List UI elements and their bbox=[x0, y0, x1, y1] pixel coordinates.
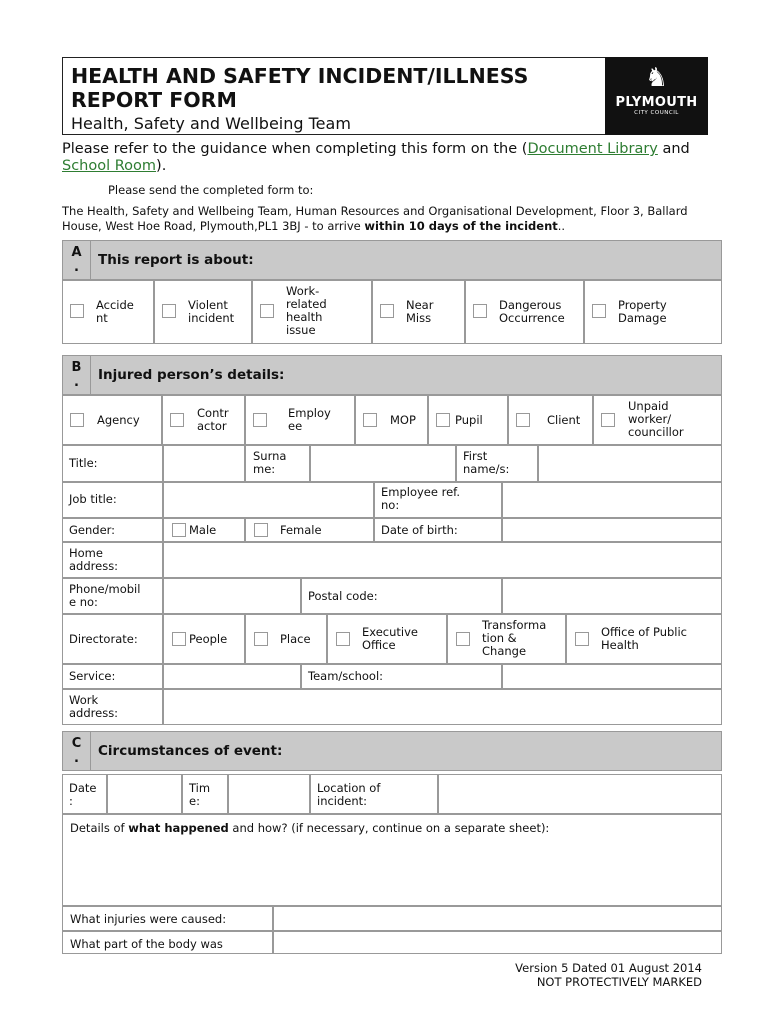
directorate-option-0 bbox=[163, 614, 245, 664]
option-cell-0 bbox=[62, 280, 154, 344]
gender-label-cell bbox=[62, 518, 163, 542]
section-letter: B . bbox=[63, 356, 91, 394]
male-option bbox=[163, 518, 245, 542]
field-label: What part of the body was bbox=[70, 937, 223, 951]
field-label: Service: bbox=[69, 669, 116, 683]
details-label: Details of what happened and how? (if necessary, continue on a separate sheet): bbox=[70, 821, 550, 835]
title-label-cell bbox=[62, 445, 163, 482]
service-label-cell bbox=[62, 664, 163, 689]
time-input[interactable] bbox=[228, 774, 310, 814]
person-type-label: Contr actor bbox=[197, 406, 229, 433]
checkbox[interactable] bbox=[253, 413, 267, 427]
option-cell-4 bbox=[465, 280, 584, 344]
checkbox[interactable] bbox=[70, 413, 84, 427]
details-input[interactable] bbox=[62, 814, 722, 906]
work-address-label-cell bbox=[62, 689, 163, 725]
person-type-label: Agency bbox=[97, 413, 140, 427]
field-label: Home address: bbox=[69, 546, 119, 573]
directorate-option-2 bbox=[327, 614, 447, 664]
form-footer bbox=[515, 961, 702, 989]
directorate-label: Place bbox=[280, 632, 311, 646]
first-names-input[interactable] bbox=[538, 445, 722, 482]
person-type-label: Client bbox=[547, 413, 581, 427]
checkbox[interactable] bbox=[516, 413, 530, 427]
field-label: Employee ref. no: bbox=[381, 485, 461, 512]
field-label: Date of birth: bbox=[381, 523, 458, 537]
postal-code-input[interactable] bbox=[502, 578, 722, 614]
job-title-label-cell bbox=[62, 482, 163, 518]
school-room-link[interactable]: School Room bbox=[62, 158, 157, 174]
checkbox[interactable] bbox=[70, 304, 84, 318]
option-cell-1 bbox=[154, 280, 252, 344]
person-type-cell-5 bbox=[508, 395, 593, 445]
location-input[interactable] bbox=[438, 774, 722, 814]
service-input[interactable] bbox=[163, 664, 301, 689]
checkbox[interactable] bbox=[473, 304, 487, 318]
field-label: First name/s: bbox=[463, 449, 510, 476]
surname-input[interactable] bbox=[310, 445, 456, 482]
employee-ref-input[interactable] bbox=[502, 482, 722, 518]
body-part-input[interactable] bbox=[273, 931, 722, 954]
field-label: Title: bbox=[69, 456, 98, 470]
person-type-label: Unpaid worker/ councillor bbox=[628, 399, 684, 439]
section-letter: A . bbox=[63, 241, 91, 279]
section-title: This report is about: bbox=[98, 252, 254, 268]
person-type-cell-2 bbox=[245, 395, 355, 445]
home-address-input[interactable] bbox=[163, 542, 722, 578]
field-label: Surna me: bbox=[253, 449, 287, 476]
directorate-label: People bbox=[189, 632, 228, 646]
checkbox[interactable] bbox=[172, 523, 186, 537]
return-address: The Health, Safety and Wellbeing Team, Human Resources and Organisational Development, Floor 3, Ballard House, West Hoe Road, Plymouth,PL1 3BJ - to arrive within 10 days of the incident.. bbox=[62, 204, 688, 233]
person-type-label: Employ ee bbox=[288, 406, 331, 433]
date-input[interactable] bbox=[107, 774, 182, 814]
female-option bbox=[245, 518, 374, 542]
logo-name: PLYMOUTH bbox=[615, 95, 698, 110]
field-label: Gender: bbox=[69, 523, 116, 537]
option-label: Property Damage bbox=[618, 298, 667, 325]
section-a-header bbox=[62, 240, 722, 280]
field-label: Directorate: bbox=[69, 632, 138, 646]
body-part-label-cell bbox=[62, 931, 273, 954]
guidance-text: Please refer to the guidance when completing this form on the (Document Library and School Room). bbox=[62, 141, 690, 174]
injuries-input[interactable] bbox=[273, 906, 722, 931]
field-label: Postal code: bbox=[308, 589, 378, 603]
directorate-label: Office of Public Health bbox=[601, 625, 687, 652]
field-label: Tim e: bbox=[189, 781, 211, 808]
checkbox[interactable] bbox=[336, 632, 350, 646]
field-label: Location of incident: bbox=[317, 781, 381, 808]
postal-code-label-cell bbox=[301, 578, 502, 614]
person-type-cell-4 bbox=[428, 395, 508, 445]
field-label: Work address: bbox=[69, 693, 119, 720]
employee-ref-label-cell bbox=[374, 482, 502, 518]
field-label: What injuries were caused: bbox=[70, 912, 227, 926]
checkbox[interactable] bbox=[172, 632, 186, 646]
work-address-input[interactable] bbox=[163, 689, 722, 725]
team-input[interactable] bbox=[502, 664, 722, 689]
person-type-cell-1 bbox=[162, 395, 245, 445]
section-title: Injured person’s details: bbox=[98, 367, 285, 383]
document-library-link[interactable]: Document Library bbox=[527, 141, 658, 157]
checkbox[interactable] bbox=[601, 413, 615, 427]
checkbox[interactable] bbox=[254, 632, 268, 646]
option-label: Accide nt bbox=[96, 298, 134, 325]
version-text: Version 5 Dated 01 August 2014 bbox=[515, 961, 702, 975]
directorate-label-cell bbox=[62, 614, 163, 664]
field-label: Team/school: bbox=[308, 669, 384, 683]
directorate-option-4 bbox=[566, 614, 722, 664]
first-names-label-cell bbox=[456, 445, 538, 482]
person-type-cell-6 bbox=[593, 395, 722, 445]
directorate-label: Transforma tion & Change bbox=[482, 618, 547, 658]
form-header bbox=[62, 57, 708, 135]
title-input[interactable] bbox=[163, 445, 245, 482]
phone-input[interactable] bbox=[163, 578, 301, 614]
directorate-option-1 bbox=[245, 614, 327, 664]
section-letter: C . bbox=[63, 732, 91, 770]
checkbox[interactable] bbox=[170, 413, 184, 427]
form-subtitle: Health, Safety and Wellbeing Team bbox=[71, 114, 351, 133]
gender-option-label: Male bbox=[189, 523, 217, 537]
option-cell-5 bbox=[584, 280, 722, 344]
checkbox[interactable] bbox=[575, 632, 589, 646]
plymouth-logo bbox=[605, 57, 708, 135]
gender-option-label: Female bbox=[280, 523, 322, 537]
dob-input[interactable] bbox=[502, 518, 722, 542]
checkbox[interactable] bbox=[254, 523, 268, 537]
option-label: Violent incident bbox=[188, 298, 235, 325]
field-label: Phone/mobil e no: bbox=[69, 582, 141, 609]
checkbox[interactable] bbox=[456, 632, 470, 646]
option-label: Near Miss bbox=[406, 298, 434, 325]
checkbox[interactable] bbox=[380, 304, 394, 318]
dob-label-cell bbox=[374, 518, 502, 542]
job-title-input[interactable] bbox=[163, 482, 374, 518]
injuries-label-cell bbox=[62, 906, 273, 931]
date-label-cell bbox=[62, 774, 107, 814]
team-label-cell bbox=[301, 664, 502, 689]
option-label: Dangerous Occurrence bbox=[499, 298, 565, 325]
surname-label-cell bbox=[245, 445, 310, 482]
checkbox[interactable] bbox=[363, 413, 377, 427]
section-c-header bbox=[62, 731, 722, 771]
form-title: HEALTH AND SAFETY INCIDENT/ILLNESS REPORT FORM bbox=[71, 64, 529, 112]
person-type-label: Pupil bbox=[455, 413, 483, 427]
person-type-cell-3 bbox=[355, 395, 428, 445]
home-address-label-cell bbox=[62, 542, 163, 578]
security-marking: NOT PROTECTIVELY MARKED bbox=[536, 975, 702, 989]
field-label: Date : bbox=[69, 781, 97, 808]
checkbox[interactable] bbox=[260, 304, 274, 318]
checkbox[interactable] bbox=[592, 304, 606, 318]
send-instruction: Please send the completed form to: bbox=[108, 183, 314, 197]
directorate-option-3 bbox=[447, 614, 566, 664]
section-b-header bbox=[62, 355, 722, 395]
person-type-label: MOP bbox=[390, 413, 416, 427]
phone-label-cell bbox=[62, 578, 163, 614]
option-cell-3 bbox=[372, 280, 465, 344]
directorate-label: Executive Office bbox=[362, 625, 418, 652]
field-label: Job title: bbox=[69, 492, 117, 506]
option-label: Work- related health issue bbox=[286, 284, 327, 337]
checkbox[interactable] bbox=[436, 413, 450, 427]
section-title: Circumstances of event: bbox=[98, 743, 283, 759]
logo-subtitle: CITY COUNCIL bbox=[634, 110, 679, 116]
checkbox[interactable] bbox=[162, 304, 176, 318]
time-label-cell bbox=[182, 774, 228, 814]
location-label-cell bbox=[310, 774, 438, 814]
lion-crest-icon: ♞ bbox=[644, 63, 669, 93]
person-type-cell-0 bbox=[62, 395, 162, 445]
option-cell-2 bbox=[252, 280, 372, 344]
